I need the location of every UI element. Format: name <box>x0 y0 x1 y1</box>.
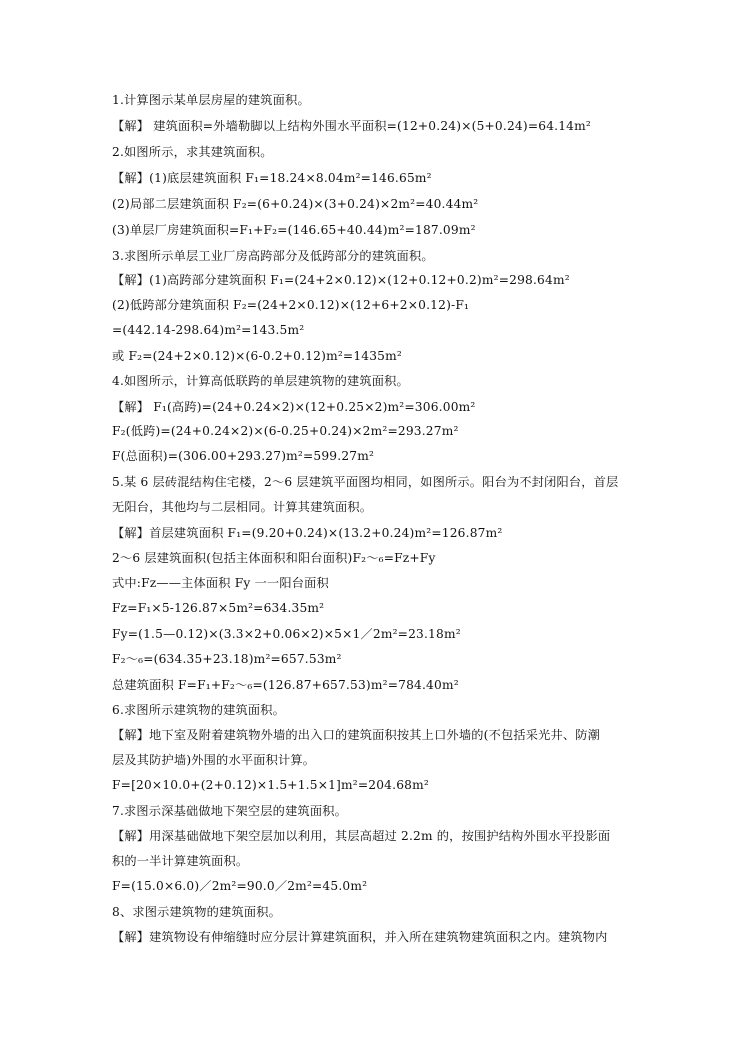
text-line: F(总面积)=(306.00+293.27)m²=599.27m² <box>112 449 375 463</box>
text-line: 2～6 层建筑面积(包括主体面积和阳台面积)F₂～₆=Fz+Fy <box>112 551 436 565</box>
text-line: (3)单层厂房建筑面积=F₁+F₂=(146.65+40.44)m²=187.09m² <box>112 223 476 237</box>
text-line: 【解】(1)底层建筑面积 F₁=18.24×8.04m²=146.65m² <box>112 171 432 185</box>
text-line: Fz=F₁×5-126.87×5m²=634.35m² <box>112 601 325 615</box>
text-line: 5.某 6 层砖混结构住宅楼，2～6 层建筑平面图均相同，如图所示。阳台为不封闭阳台，首层 <box>112 475 619 489</box>
text-line: F=[20×10.0+(2+0.12)×1.5+1.5×1]m²=204.68m² <box>112 778 429 792</box>
text-line: 总建筑面积 F=F₁+F₂～₆=(126.87+657.53)m²=784.40m² <box>112 678 459 692</box>
text-line: 【解】用深基础做地下架空层加以利用，其层高超过 2.2m 的，按围护结构外围水平投影面 <box>112 829 611 843</box>
text-line: 或 F₂=(24+2×0.12)×(6-0.2+0.12)m²=1435m² <box>112 349 402 363</box>
text-line: 【解】地下室及附着建筑物外墙的出入口的建筑面积按其上口外墙的(不包括采光井、防潮 <box>112 728 601 742</box>
text-line: 3.求图所示单层工业厂房高跨部分及低跨部分的建筑面积。 <box>112 249 434 263</box>
text-line: 【解】 建筑面积=外墙勒脚以上结构外围水平面积=(12+0.24)×(5+0.24)=64.14m² <box>112 119 591 133</box>
text-line: 4.如图所示，计算高低联跨的单层建筑物的建筑面积。 <box>112 374 409 388</box>
text-line: 层及其防护墙)外围的水平面积计算。 <box>112 753 316 767</box>
text-line: Fy=(1.5—0.12)×(3.3×2+0.06×2)×5×1／2m²=23.18m² <box>112 627 461 641</box>
text-line: 【解】首层建筑面积 F₁=(9.20+0.24)×(13.2+0.24)m²=126.87m² <box>112 526 503 540</box>
text-line: 【解】建筑物设有伸缩缝时应分层计算建筑面积，并入所在建筑物建筑面积之内。建筑物内 <box>112 930 608 944</box>
text-line: (2)低跨部分建筑面积 F₂=(24+2×0.12)×(12+6+2×0.12)-F₁ <box>112 298 470 312</box>
text-line: 8、求图示建筑物的建筑面积。 <box>112 905 281 919</box>
text-line: 积的一半计算建筑面积。 <box>112 854 249 868</box>
text-line: (2)局部二层建筑面积 F₂=(6+0.24)×(3+0.24)×2m²=40.44m² <box>112 197 479 211</box>
text-line: 6.求图所示建筑物的建筑面积。 <box>112 703 286 717</box>
text-line: 【解】 F₁(高跨)=(24+0.24×2)×(12+0.25×2)m²=306.00m² <box>112 400 476 414</box>
text-line: F=(15.0×6.0)／2m²=90.0／2m²=45.0m² <box>112 879 368 893</box>
text-line: 7.求图示深基础做地下架空层的建筑面积。 <box>112 804 348 818</box>
text-line: F₂(低跨)=(24+0.24×2)×(6-0.25+0.24)×2m²=293.27m² <box>112 424 459 438</box>
text-line: =(442.14-298.64)m²=143.5m² <box>112 323 305 337</box>
text-line: 无阳台，其他均与二层相同。计算其建筑面积。 <box>112 500 373 514</box>
text-line: 式中:Fz——主体面积 Fy 一一阳台面积 <box>112 576 329 590</box>
text-line: 【解】(1)高跨部分建筑面积 F₁=(24+2×0.12)×(12+0.12+0.2)m²=298.64m² <box>112 273 570 287</box>
text-line: F₂～₆=(634.35+23.18)m²=657.53m² <box>112 652 342 666</box>
text-line: 1.计算图示某单层房屋的建筑面积。 <box>112 93 310 107</box>
text-line: 2.如图所示，求其建筑面积。 <box>112 145 273 159</box>
